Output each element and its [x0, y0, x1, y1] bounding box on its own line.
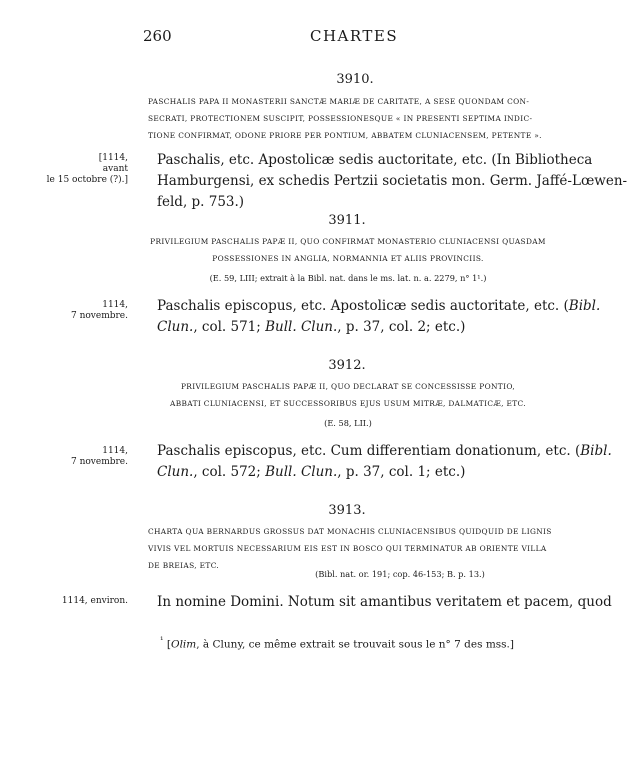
entry-text [157, 150, 627, 213]
summary-line: DE BREIAS, ETC. [148, 561, 220, 570]
entry-summary [148, 93, 548, 144]
footnote-marker: ¹ [160, 636, 164, 646]
date-line: 7 novembre. [71, 311, 128, 321]
text-line: Hamburgensi, ex schedis Pertzii societatis mon. Germ. Jaffé-Lœwen- [157, 173, 627, 189]
date-line: 1114, [102, 300, 128, 310]
text-line: Clun., col. 571; Bull. Clun., p. 37, col. 2; etc.) [157, 319, 466, 335]
summary-line: ABBATI CLUNIACENSI, ET SUCCESSORIBUS EJUS USUM MITRÆ, DALMATICÆ, ETC. [170, 399, 526, 408]
summary-line: PRIVILEGIUM PASCHALIS PAPÆ II, QUO DECLARAT SE CONCESSISSE PONTIO, [180, 382, 516, 391]
text-line: Clun., col. 572; Bull. Clun., p. 37, col. 1; etc.) [157, 464, 466, 480]
entry-number: 3910. [336, 72, 374, 87]
page-number: 260 [143, 27, 172, 45]
running-title: CHARTES [310, 27, 399, 45]
entry-summary [148, 523, 552, 574]
footnote: $^{^1}$ [Olim, à Cluny, ce même extrait se trouvait sous le n° 7 des mss.] [160, 636, 514, 651]
summary-line: VIVIS VEL MORTUIS NECESSARIUM EIS EST IN BOSCO QUI TERMINATUR AB ORIENTE VILLA [148, 544, 547, 553]
entry-text [157, 296, 601, 338]
summary-line: PRIVILEGIUM PASCHALIS PAPÆ II, QUO CONFIRMAT MONASTERIO CLUNIACENSI QUASDAM [150, 237, 546, 246]
entry-text [157, 592, 612, 613]
entry-source: (Bibl. nat. or. 191; cop. 46-153; B. p. 13.) [315, 569, 485, 579]
date-line: avant [102, 164, 128, 174]
text-line: Paschalis episcopus, etc. Cum differentiam donationum, etc. (Bibl. [157, 443, 612, 459]
date-line: 1114, environ. [61, 596, 128, 606]
margin-date [38, 596, 128, 607]
margin-date [38, 446, 128, 468]
entry-source: (E. 58, LII.) [324, 418, 372, 428]
entry-number: 3912. [328, 358, 366, 373]
date-line: [1114, [98, 153, 128, 163]
entry-summary [148, 233, 548, 267]
summary-line: SECRATI, PROTECTIONEM SUSCIPIT, POSSESSIONESQUE « IN PRESENTI SEPTIMA INDIC- [148, 114, 533, 123]
summary-line: POSSESSIONES IN ANGLIA, NORMANNIA ET ALIIS PROVINCIIS. [212, 254, 484, 263]
entry-text [157, 441, 612, 483]
text-line: Paschalis episcopus, etc. Apostolicæ sedis auctoritate, etc. (Bibl. [157, 298, 601, 314]
margin-date [38, 300, 128, 322]
entry-number: 3911. [328, 213, 366, 228]
summary-line: PASCHALIS PAPA II MONASTERII SANCTÆ MARIÆ DE CARITATE, A SESE QUONDAM CON- [148, 97, 530, 106]
entry-number: 3913. [328, 503, 366, 518]
text-line: Paschalis, etc. Apostolicæ sedis auctoritate, etc. (In Bibliotheca [157, 152, 593, 168]
text-line: In nomine Domini. Notum sit amantibus veritatem et pacem, quod [157, 594, 612, 610]
text-line: feld, p. 753.) [157, 194, 245, 210]
entry-summary [148, 378, 548, 412]
entry-source: (E. 59, LIII; extrait à la Bibl. nat. dans le ms. lat. n. a. 2279, n° 1¹.) [209, 273, 487, 283]
date-line: le 15 octobre (?).] [46, 175, 128, 185]
date-line: 1114, [102, 446, 128, 456]
summary-line: TIONE CONFIRMAT, ODONE PRIORE PER PONTIUM, ABBATEM CLUNIACENSEM, PETENTE ». [148, 131, 542, 140]
summary-line: CHARTA QUA BERNARDUS GROSSUS DAT MONACHIS CLUNIACENSIBUS QUIDQUID DE LIGNIS [148, 527, 552, 536]
date-line: 7 novembre. [71, 457, 128, 467]
margin-date [38, 153, 128, 186]
